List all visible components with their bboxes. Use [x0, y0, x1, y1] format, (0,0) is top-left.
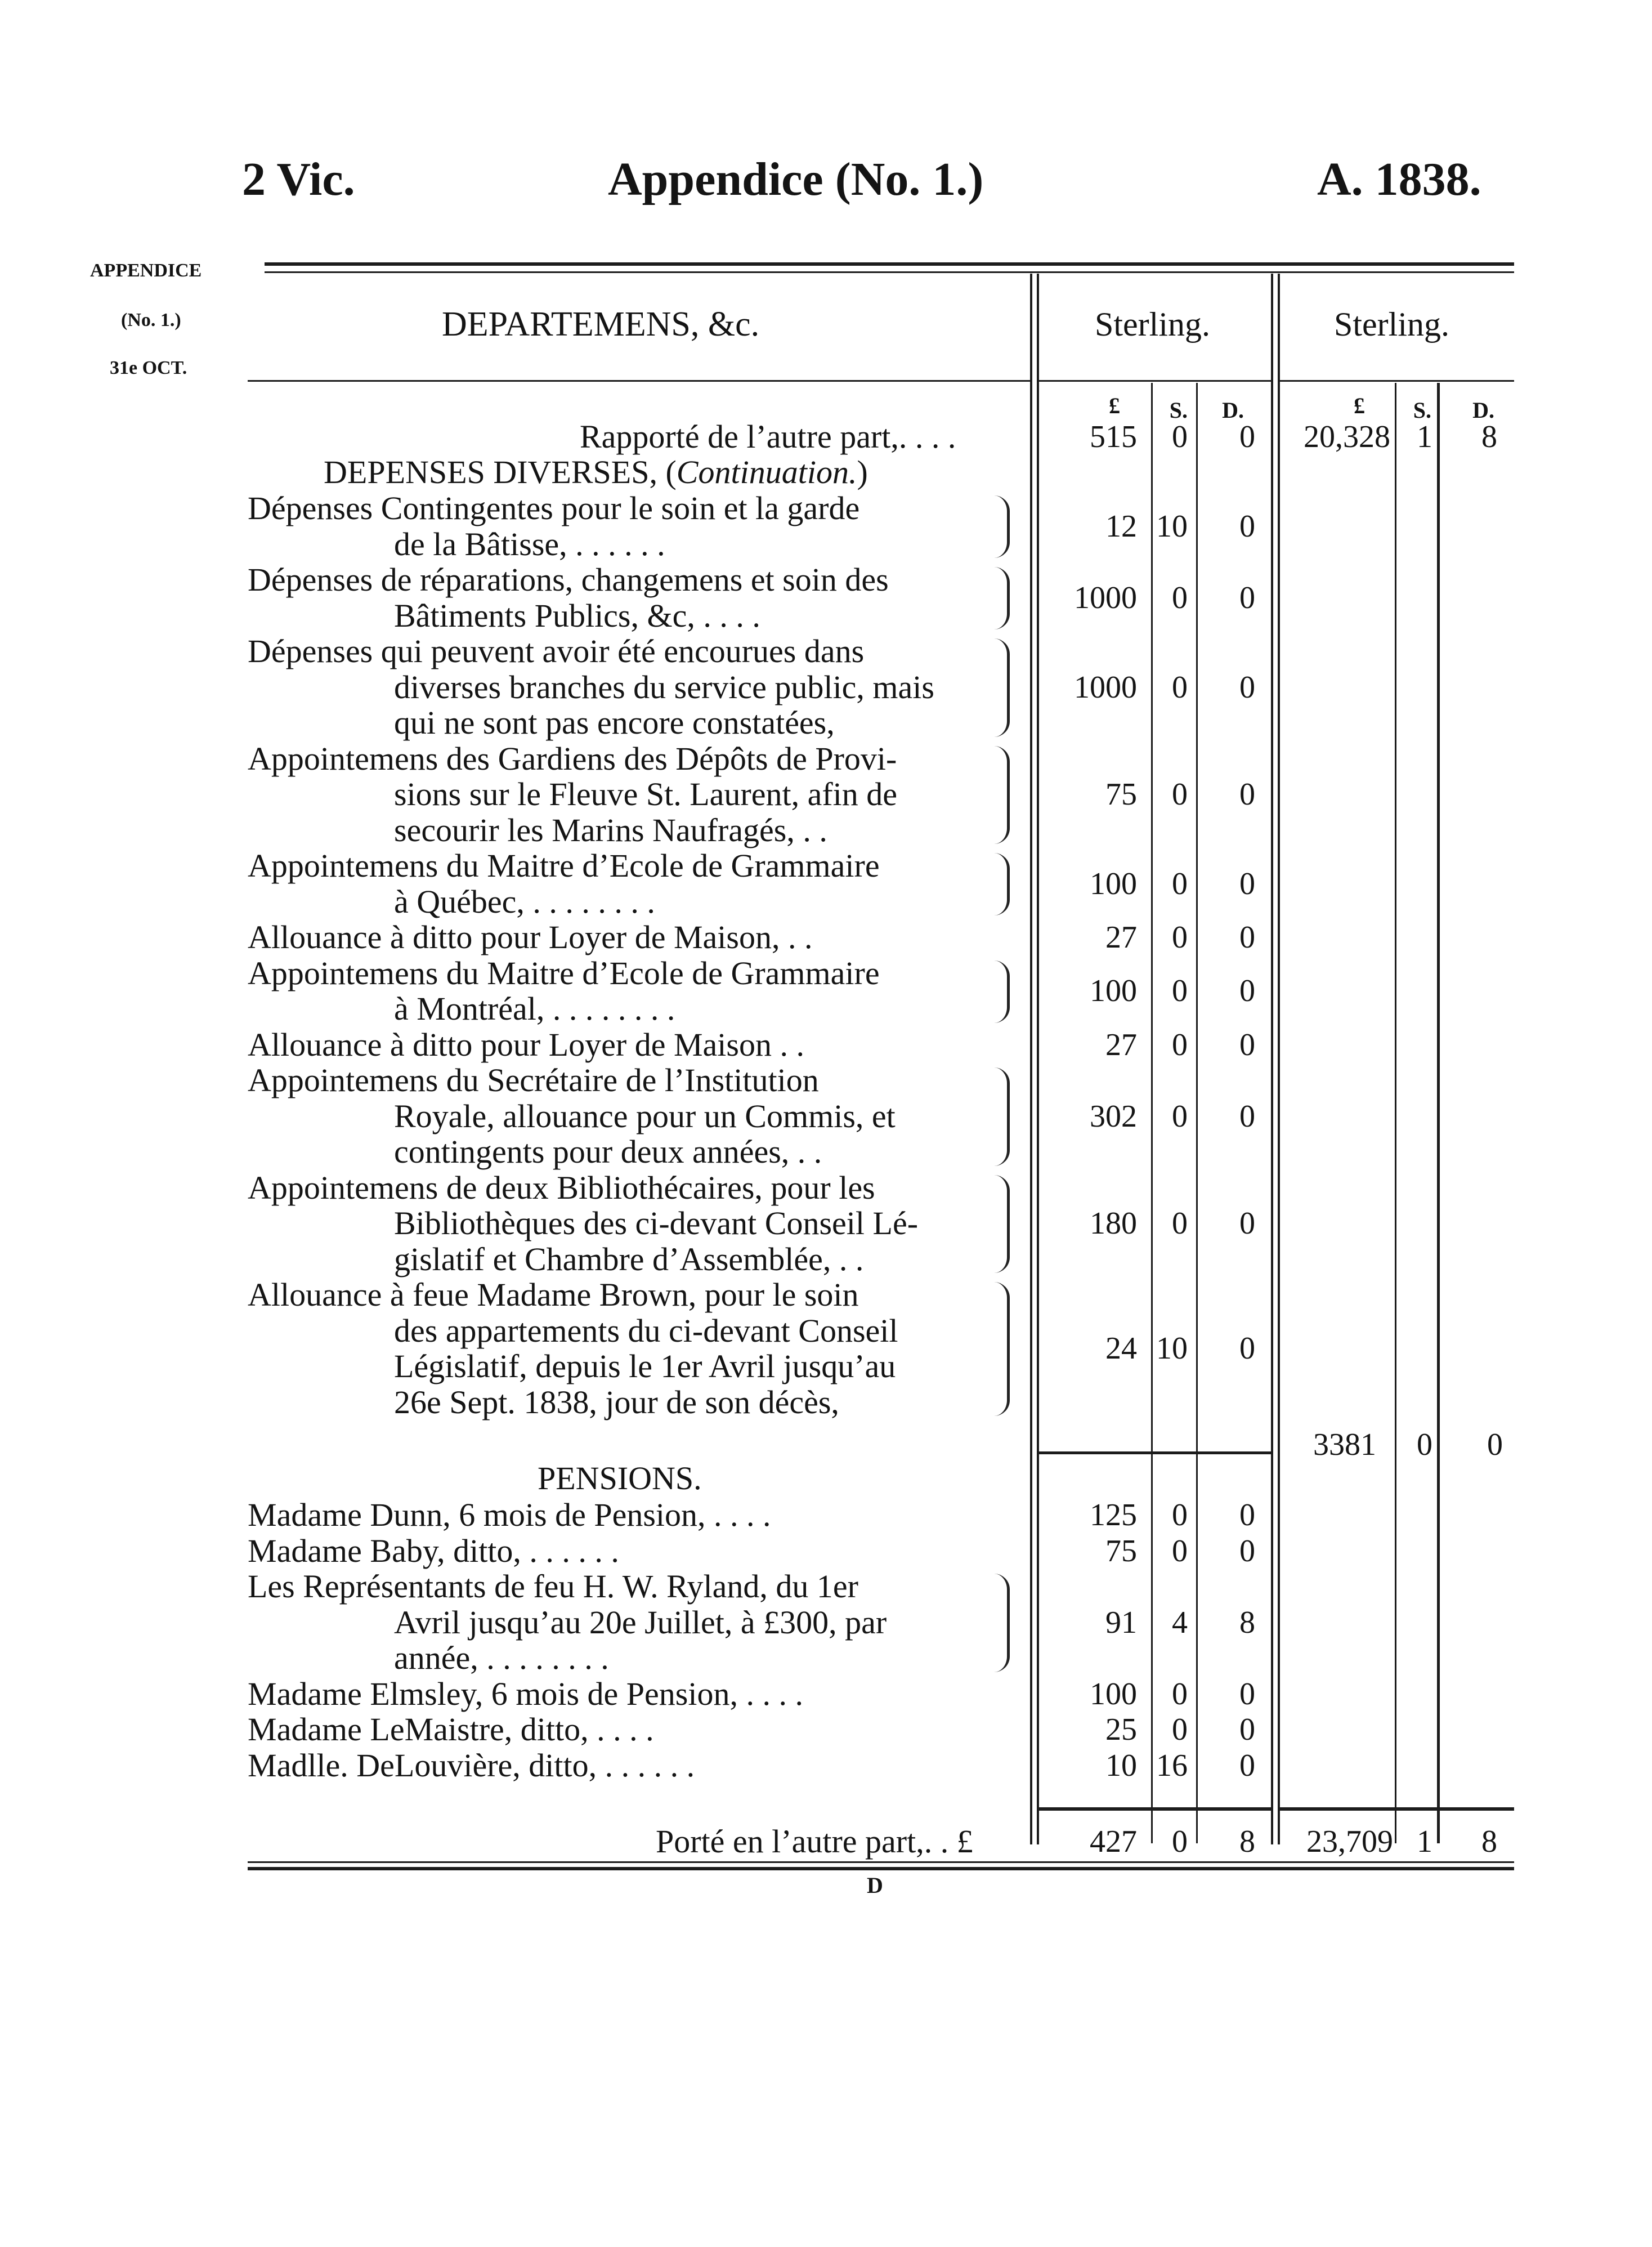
expense-amount-pounds: 100 [1090, 973, 1137, 1009]
brace-mark [993, 746, 1010, 845]
subtotal-pounds: 3381 [1313, 1427, 1376, 1462]
expense-amount-pounds: 1000 [1074, 669, 1137, 705]
pension-description-line: Les Représentants de feu H. W. Ryland, du 1er [248, 1568, 858, 1605]
pension-amount-pounds: 100 [1090, 1676, 1137, 1712]
unit-d-1: D. [1222, 397, 1244, 423]
section-title-depenses [324, 455, 868, 490]
col-rule-d1 [1196, 383, 1198, 1843]
pension-amount-shillings: 0 [1172, 1676, 1188, 1712]
brace-mark [993, 961, 1010, 1023]
header-session: 2 Vic. [242, 153, 355, 206]
col-rule-mid-1 [1271, 274, 1273, 1844]
expense-amount-pence: 0 [1239, 973, 1255, 1009]
col-rule-s2 [1395, 383, 1396, 1843]
brace-mark [993, 638, 1010, 737]
expense-amount-shillings: 0 [1172, 920, 1188, 955]
unit-pound-1: £ [1109, 393, 1120, 418]
total-rule-1 [1039, 1807, 1271, 1811]
expense-description-line: Législatif, depuis le 1er Avril jusqu’au [394, 1348, 896, 1384]
expense-description-line: de la Bâtisse, . . . . . . [394, 525, 665, 562]
expense-description-line: Dépenses Contingentes pour le soin et la garde [248, 490, 860, 526]
header-title: Appendice (No. 1.) [608, 153, 984, 206]
pension-amount-pounds: 10 [1105, 1748, 1137, 1783]
expense-amount-pence: 0 [1239, 920, 1255, 955]
expense-amount-pence: 0 [1239, 580, 1255, 615]
pension-amount-pounds: 25 [1105, 1712, 1137, 1747]
expense-amount-pounds: 75 [1105, 777, 1137, 812]
carried-in-label: Rapporté de l’autre part,. . . . [580, 418, 956, 455]
section-title-depenses-italic: Continuation. [676, 454, 857, 490]
expense-amount-pounds: 100 [1090, 866, 1137, 901]
pension-description-line: Madame LeMaistre, ditto, . . . . [248, 1711, 654, 1748]
brace-mark [993, 1282, 1010, 1416]
pension-amount-pence: 0 [1239, 1712, 1255, 1747]
expense-description-line: Allouance à feue Madame Brown, pour le soin [248, 1276, 859, 1313]
unit-s-1: S. [1169, 397, 1188, 423]
brace-mark [993, 1175, 1010, 1274]
brace-mark [993, 853, 1010, 915]
expense-description-line: qui ne sont pas encore constatées, [394, 704, 835, 741]
section-title-depenses-text: DEPENSES DIVERSES, ( [324, 454, 677, 490]
expense-description-line: contingents pour deux années, . . [394, 1133, 822, 1170]
bottom-rule [248, 1867, 1514, 1870]
expense-description-line: 26e Sept. 1838, jour de son décès, [394, 1383, 839, 1420]
expense-description-line: Allouance à ditto pour Loyer de Maison, . . [248, 919, 813, 955]
expense-amount-shillings: 0 [1172, 1027, 1188, 1062]
carried-out-shillings: 0 [1172, 1824, 1188, 1859]
carried-out-pence-2: 8 [1481, 1824, 1497, 1859]
pension-amount-pence: 0 [1239, 1498, 1255, 1533]
expense-amount-shillings: 10 [1156, 1331, 1188, 1366]
col-rule-desc-1 [1030, 274, 1032, 1844]
carried-out-pounds: 427 [1090, 1824, 1137, 1859]
expense-amount-shillings: 10 [1156, 508, 1188, 544]
brace-mark [993, 567, 1010, 629]
expense-description-line: Bibliothèques des ci-devant Conseil Lé- [394, 1205, 919, 1241]
expense-description-line: gislatif et Chambre d’Assemblée, . . [394, 1240, 864, 1277]
expense-description-line: Appointemens des Gardiens des Dépôts de Provi- [248, 740, 897, 777]
expense-description-line: Allouance à ditto pour Loyer de Maison . . [248, 1026, 804, 1063]
side-note-line3: 31e OCT. [110, 358, 187, 378]
brace-mark [993, 495, 1010, 558]
carried-in-shillings-2: 1 [1417, 419, 1432, 454]
expense-amount-pence: 0 [1239, 1027, 1255, 1062]
pension-amount-pence: 0 [1239, 1748, 1255, 1783]
pension-description-line: Madame Elmsley, 6 mois de Pension, . . . . [248, 1675, 803, 1712]
expense-amount-pounds: 27 [1105, 920, 1137, 955]
expense-amount-pounds: 12 [1105, 508, 1137, 544]
pension-amount-shillings: 4 [1172, 1605, 1188, 1640]
header-underline-s1 [1039, 380, 1271, 382]
pension-amount-shillings: 0 [1172, 1498, 1188, 1533]
pension-amount-pounds: 125 [1090, 1498, 1137, 1533]
expense-amount-pence: 0 [1239, 669, 1255, 705]
header-underline-s2 [1280, 380, 1514, 382]
side-note-line2: (No. 1.) [121, 310, 181, 330]
carried-out-pounds-2: 23,709 [1306, 1824, 1393, 1859]
expense-description-line: Appointemens de deux Bibliothécaires, pour les [248, 1169, 875, 1206]
expense-description-line: Appointemens du Maitre d’Ecole de Grammaire [248, 954, 880, 991]
pension-amount-shillings: 0 [1172, 1533, 1188, 1569]
expense-amount-pounds: 24 [1105, 1331, 1137, 1366]
bottom-rule-thin [248, 1861, 1514, 1863]
expense-amount-shillings: 0 [1172, 669, 1188, 705]
expense-amount-pence: 0 [1239, 1098, 1255, 1134]
col-rule-desc-2 [1037, 274, 1039, 1844]
pension-description-line: Madame Baby, ditto, . . . . . . [248, 1532, 619, 1569]
col-head-sterling-1: Sterling. [1095, 306, 1210, 343]
expense-description-line: Royale, allouance pour un Commis, et [394, 1097, 896, 1134]
top-rule-thin [265, 271, 1514, 273]
expense-amount-shillings: 0 [1172, 973, 1188, 1009]
unit-d-2: D. [1472, 397, 1494, 423]
carried-in-shillings: 0 [1172, 419, 1188, 454]
expense-amount-pence: 0 [1239, 508, 1255, 544]
col-rule-mid-2 [1278, 274, 1280, 1844]
expense-description-line: à Québec, . . . . . . . . [394, 883, 655, 920]
col-rule-s1 [1151, 383, 1153, 1843]
header-year: A. 1838. [1317, 153, 1481, 206]
header-underline-desc [248, 380, 1030, 382]
expense-amount-pence: 0 [1239, 777, 1255, 812]
brace-mark [993, 1574, 1010, 1672]
brace-mark [993, 1067, 1010, 1166]
pension-amount-pence: 0 [1239, 1676, 1255, 1712]
pension-description-line: Avril jusqu’au 20e Juillet, à £300, par [394, 1603, 887, 1641]
col-head-departemens: DEPARTEMENS, &c. [442, 305, 760, 343]
expense-description-line: Dépenses de réparations, changemens et soin des [248, 561, 889, 598]
pension-description-line: Madame Dunn, 6 mois de Pension, . . . . [248, 1496, 771, 1533]
pension-amount-pence: 8 [1239, 1605, 1255, 1640]
expense-amount-pence: 0 [1239, 1206, 1255, 1241]
signature-mark: D [867, 1873, 883, 1898]
expense-description-line: secourir les Marins Naufragés, . . [394, 811, 827, 848]
carried-out-pence: 8 [1239, 1824, 1255, 1859]
expense-description-line: Bâtiments Publics, &c, . . . . [394, 597, 760, 634]
subtotal-pence: 0 [1487, 1427, 1503, 1462]
carried-in-pence: 0 [1239, 419, 1255, 454]
carried-in-pounds-2: 20,328 [1304, 419, 1390, 454]
expense-amount-pounds: 27 [1105, 1027, 1137, 1062]
expense-amount-shillings: 0 [1172, 1206, 1188, 1241]
side-note-line1: APPENDICE [90, 260, 202, 281]
subtotal-shillings: 0 [1417, 1427, 1432, 1462]
expense-amount-shillings: 0 [1172, 866, 1188, 901]
pension-amount-pence: 0 [1239, 1533, 1255, 1569]
section-title-depenses-end: ) [857, 454, 868, 490]
total-rule-2 [1280, 1807, 1514, 1811]
col-rule-d2 [1437, 383, 1440, 1843]
expense-description-line: Appointemens du Maitre d’Ecole de Grammaire [248, 847, 880, 884]
expense-amount-shillings: 0 [1172, 1098, 1188, 1134]
unit-s-2: S. [1413, 397, 1431, 423]
expense-amount-shillings: 0 [1172, 777, 1188, 812]
pension-amount-pounds: 91 [1105, 1605, 1137, 1640]
carried-out-shillings-2: 1 [1417, 1824, 1432, 1859]
subtotal-rule [1039, 1451, 1271, 1454]
expense-description-line: des appartements du ci-devant Conseil [394, 1312, 898, 1349]
carried-out-label: Porté en l’autre part,. . £ [656, 1823, 973, 1860]
top-rule [265, 262, 1514, 266]
expense-amount-pounds: 1000 [1074, 580, 1137, 615]
expense-amount-pounds: 302 [1090, 1098, 1137, 1134]
expense-description-line: sions sur le Fleuve St. Laurent, afin de [394, 776, 897, 812]
expense-amount-pence: 0 [1239, 866, 1255, 901]
expense-amount-pounds: 180 [1090, 1206, 1137, 1241]
carried-in-pounds: 515 [1090, 419, 1137, 454]
carried-in-pence-2: 8 [1481, 419, 1497, 454]
pension-description-line: Madlle. DeLouvière, ditto, . . . . . . [248, 1746, 695, 1784]
pension-amount-pounds: 75 [1105, 1533, 1137, 1569]
expense-amount-pence: 0 [1239, 1331, 1255, 1366]
pension-amount-shillings: 0 [1172, 1712, 1188, 1747]
expense-description-line: diverses branches du service public, mais [394, 668, 934, 705]
expense-description-line: à Montréal, . . . . . . . . [394, 990, 675, 1027]
expense-description-line: Appointemens du Secrétaire de l’Institution [248, 1062, 819, 1098]
col-head-sterling-2: Sterling. [1334, 306, 1449, 343]
pension-description-line: année, . . . . . . . . [394, 1640, 609, 1676]
pension-amount-shillings: 16 [1156, 1748, 1188, 1783]
unit-pound-2: £ [1354, 393, 1365, 418]
expense-description-line: Dépenses qui peuvent avoir été encourues dans [248, 633, 865, 669]
section-title-pensions: PENSIONS. [538, 1460, 702, 1496]
expense-amount-shillings: 0 [1172, 580, 1188, 615]
